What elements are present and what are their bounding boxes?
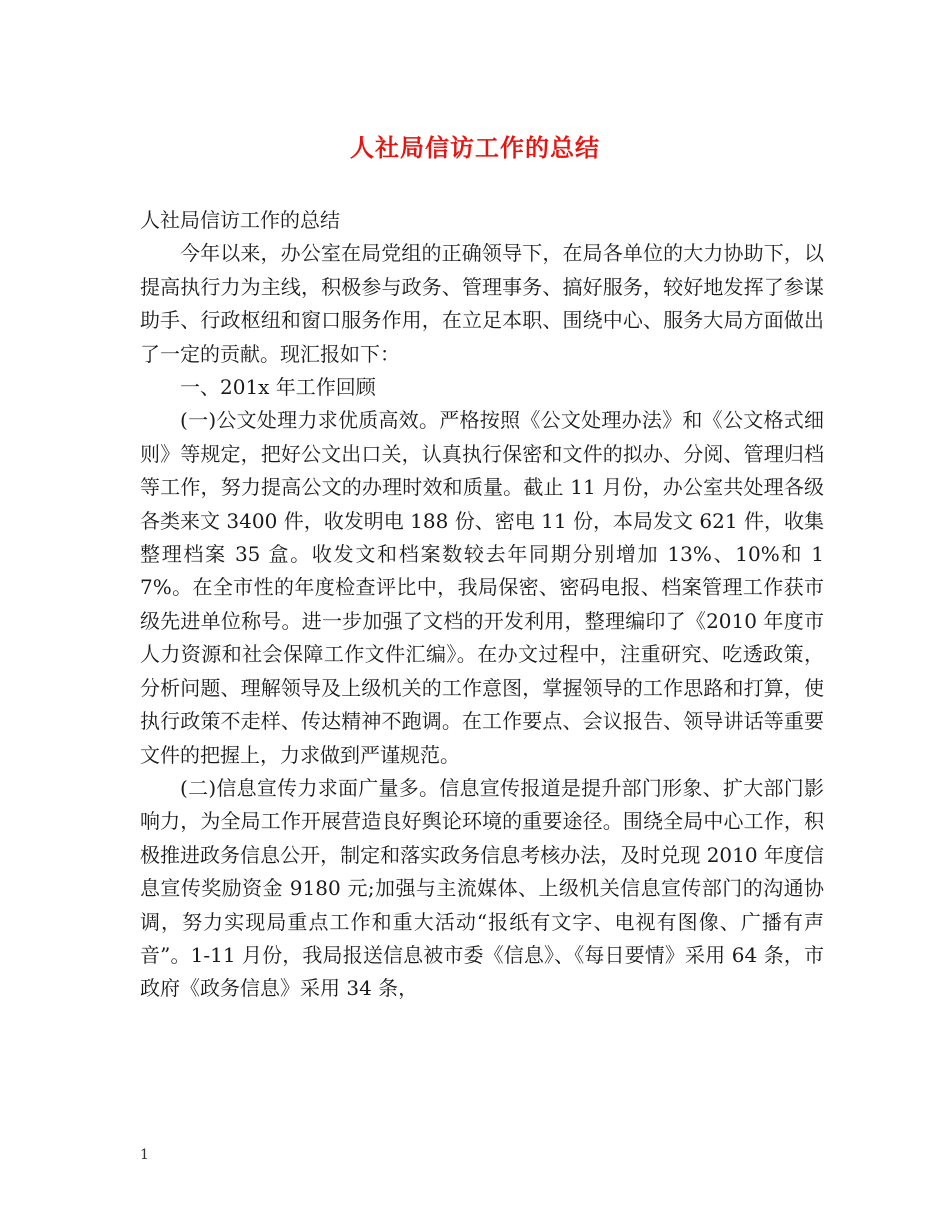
document-body: [140, 204, 824, 1006]
document-title: 人社局信访工作的总结: [350, 133, 600, 162]
body-paragraph: (二)信息宣传力求面广量多。信息宣传报道是提升部门形象、扩大部门影响力，为全局工作开展营造良好舆论环境的重要途径。围绕全局中心工作，积极推进政务信息公开，制定和落实政务信息考核办法，及时兑现 2010 年度信息宣传奖励资金 9180 元;加强与主流媒体、上级机关信息宣传部门的沟通协调，努力实现局重点工作和重大活动“报纸有文字、电视有图像、广播有声音”。1-11 月份，我局报送信息被市委《信息》、《每日要情》采用 64 条，市政府《政务信息》采用 34 条，: [140, 775, 824, 1001]
section-heading: 一、201x 年工作回顾: [180, 375, 376, 400]
intro-paragraph: 今年以来，办公室在局党组的正确领导下，在局各单位的大力协助下，以提高执行力为主线，积极参与政务、管理事务、搞好服务，较好地发挥了参谋助手、行政枢纽和窗口服务作用，在立足本职、围绕中心、服务大局方面做出了一定的贡献。现汇报如下：: [140, 241, 824, 366]
page-number: 1: [140, 1147, 149, 1163]
body-paragraph: (一)公文处理力求优质高效。严格按照《公文处理办法》和《公文格式细则》等规定，把好公文出口关，认真执行保密和文件的拟办、分阅、管理归档等工作，努力提高公文的办理时效和质量。截止 11 月份，办公室共处理各级各类来文 3400 件，收发明电 188 份、密电 11 份，本局发文 621 件，收集整理档案 35 盒。收发文和档案数较去年同期分别增加 13%、10%和 17%。在全市性的年度检查评比中，我局保密、密码电报、档案管理工作获市级先进单位称号。进一步加强了文档的开发利用，整理编印了《2010 年度市人力资源和社会保障工作文件汇编》。在办文过程中，注重研究、吃透政策，分析问题、理解领导及上级机关的工作意图，掌握领导的工作思路和打算，使执行政策不走样、传达精神不跑调。在工作要点、会议报告、领导讲话等重要文件的把握上，力求做到严谨规范。: [140, 408, 824, 767]
document-subtitle: 人社局信访工作的总结: [140, 208, 340, 232]
